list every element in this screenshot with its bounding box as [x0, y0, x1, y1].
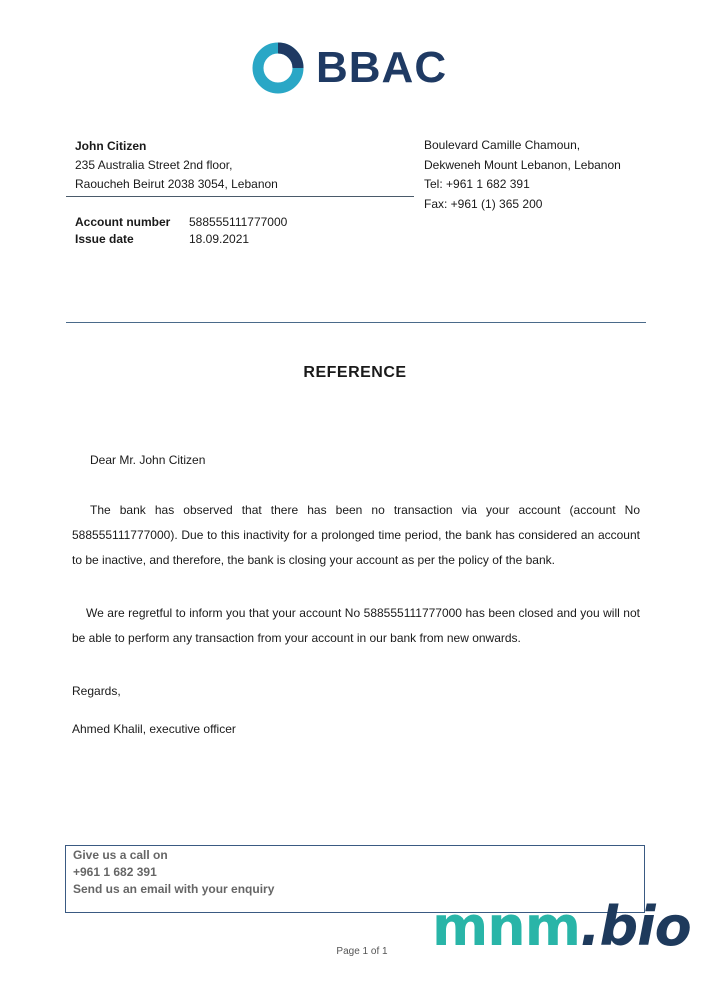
- letter-paragraph-1: The bank has observed that there has been no transaction via your account (account No 588555111777000). Due to this inactivity for a prolonged time period, the bank has considered an account to be inactive, and therefore, the bank is closing your account as per the policy of the bank.: [72, 503, 640, 567]
- customer-name: John Citizen: [75, 139, 147, 153]
- issue-date-row: [75, 231, 287, 248]
- customer-block: [75, 137, 278, 194]
- letter-greeting: Dear Mr. John Citizen: [90, 453, 206, 467]
- issue-date-label: Issue date: [75, 232, 134, 246]
- page-number: Page 1 of 1: [336, 946, 388, 957]
- bank-logo: [250, 40, 447, 96]
- header-divider: [66, 322, 646, 323]
- contact-line-email: Send us an email with your enquiry: [73, 882, 275, 896]
- bank-address-block: [424, 136, 621, 214]
- bank-address-line1: Boulevard Camille Chamoun,: [424, 138, 581, 152]
- bank-address-line2: Dekweneh Mount Lebanon, Lebanon: [424, 157, 621, 172]
- bank-tel: Tel: +961 1 682 391: [424, 177, 530, 191]
- customer-address-line1: 235 Australia Street 2nd floor,: [75, 158, 233, 172]
- bank-fax: Fax: +961 (1) 365 200: [424, 196, 543, 211]
- letter-heading: REFERENCE: [303, 364, 407, 381]
- customer-divider: [66, 196, 414, 197]
- customer-address-line2: Raoucheh Beirut 2038 3054, Lebanon: [75, 177, 278, 191]
- watermark-logo: [432, 895, 691, 958]
- bbac-ring-logo-icon: [250, 40, 306, 96]
- account-number-value: 588555111777000: [189, 215, 288, 229]
- contact-line-phone: +961 1 682 391: [73, 865, 157, 879]
- watermark-part-1: mnm: [432, 895, 580, 958]
- account-number-label: Account number: [75, 215, 171, 229]
- issue-date-value: 18.09.2021: [189, 232, 250, 246]
- contact-line-call: Give us a call on: [73, 848, 168, 862]
- letter-regards: Regards,: [72, 684, 121, 698]
- watermark-part-2: .bio: [579, 895, 691, 958]
- letter-signoff: Ahmed Khalil, executive officer: [72, 722, 236, 736]
- logo-wordmark: BBAC: [316, 43, 448, 92]
- account-info: [75, 214, 287, 248]
- letter-paragraph-2: We are regretful to inform you that your account No 588555111777000 has been closed and you will not be able to perform any transaction from your account in our bank from new onwards.: [72, 606, 640, 645]
- account-number-row: [75, 214, 287, 231]
